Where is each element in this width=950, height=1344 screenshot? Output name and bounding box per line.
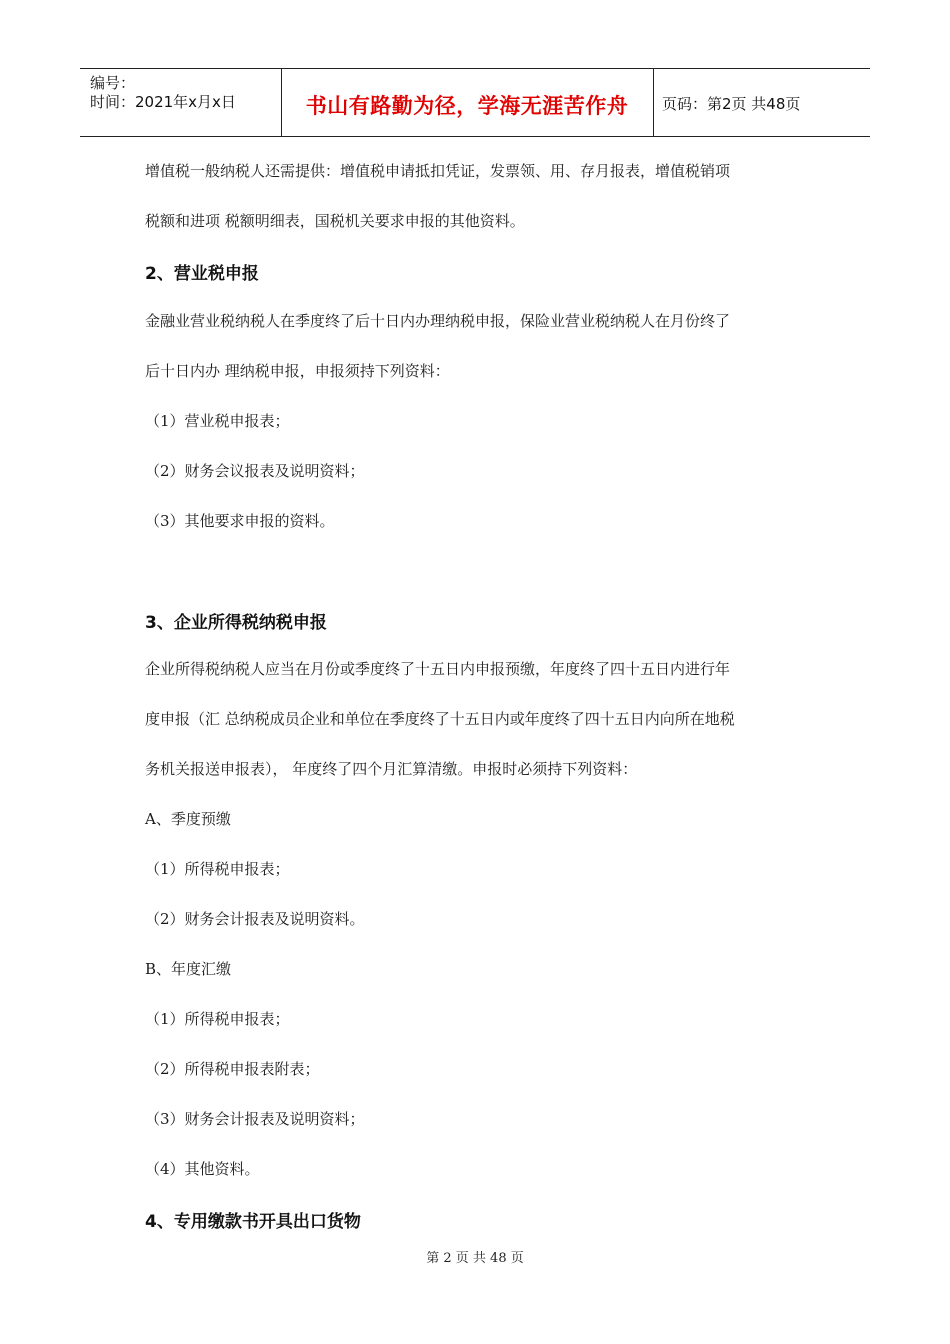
section-heading: 2、营业税申报 <box>145 264 259 284</box>
list-item: （2）财务会议报表及说明资料； <box>145 462 365 480</box>
header-meta-cell <box>80 69 282 136</box>
list-item: （1）所得税申报表； <box>145 860 290 878</box>
number-label: 编号： <box>90 74 136 92</box>
list-item: （4）其他资料。 <box>145 1160 260 1178</box>
list-item: （1）所得税申报表； <box>145 1010 290 1028</box>
paragraph-line: 税额和进项 税额明细表，国税机关要求申报的其他资料。 <box>145 212 525 230</box>
paragraph-line: 增值税一般纳税人还需提供：增值税申请抵扣凭证，发票领、用、存月报表，增值税销项 <box>145 162 731 180</box>
motto-text: 书山有路勤为径，学海无涯苦作舟 <box>305 94 629 118</box>
paragraph-line: 务机关报送申报表）， 年度终了四个月汇算清缴。申报时必须持下列资料： <box>145 760 638 778</box>
list-item: （1）营业税申报表； <box>145 412 290 430</box>
subsection-label: B、年度汇缴 <box>145 960 232 978</box>
paragraph-line: 金融业营业税纳税人在季度终了后十日内办理纳税申报，保险业营业税纳税人在月份终了 <box>145 312 731 330</box>
header-page-cell <box>654 69 870 136</box>
header-motto-cell <box>281 69 654 136</box>
paragraph-line: 度申报（汇 总纳税成员企业和单位在季度终了十五日内或年度终了四十五日内向所在地税 <box>145 710 735 728</box>
subsection-label: A、季度预缴 <box>145 810 231 828</box>
page-header <box>80 68 870 137</box>
section-heading: 3、企业所得税纳税申报 <box>145 613 327 633</box>
list-item: （3）财务会计报表及说明资料； <box>145 1110 365 1128</box>
time-label: 时间：2021年x月x日 <box>90 93 236 111</box>
page-info: 页码：第2页 共48页 <box>662 95 801 113</box>
list-item: （2）财务会计报表及说明资料。 <box>145 910 365 928</box>
page-footer: 第 2 页 共 48 页 <box>426 1251 524 1266</box>
list-item: （2）所得税申报表附表； <box>145 1060 320 1078</box>
paragraph-line: 企业所得税纳税人应当在月份或季度终了十五日内申报预缴，年度终了四十五日内进行年 <box>145 660 731 678</box>
list-item: （3）其他要求申报的资料。 <box>145 512 335 530</box>
paragraph-line: 后十日内办 理纳税申报，申报须持下列资料： <box>145 362 450 380</box>
section-heading: 4、专用缴款书开具出口货物 <box>145 1212 361 1232</box>
